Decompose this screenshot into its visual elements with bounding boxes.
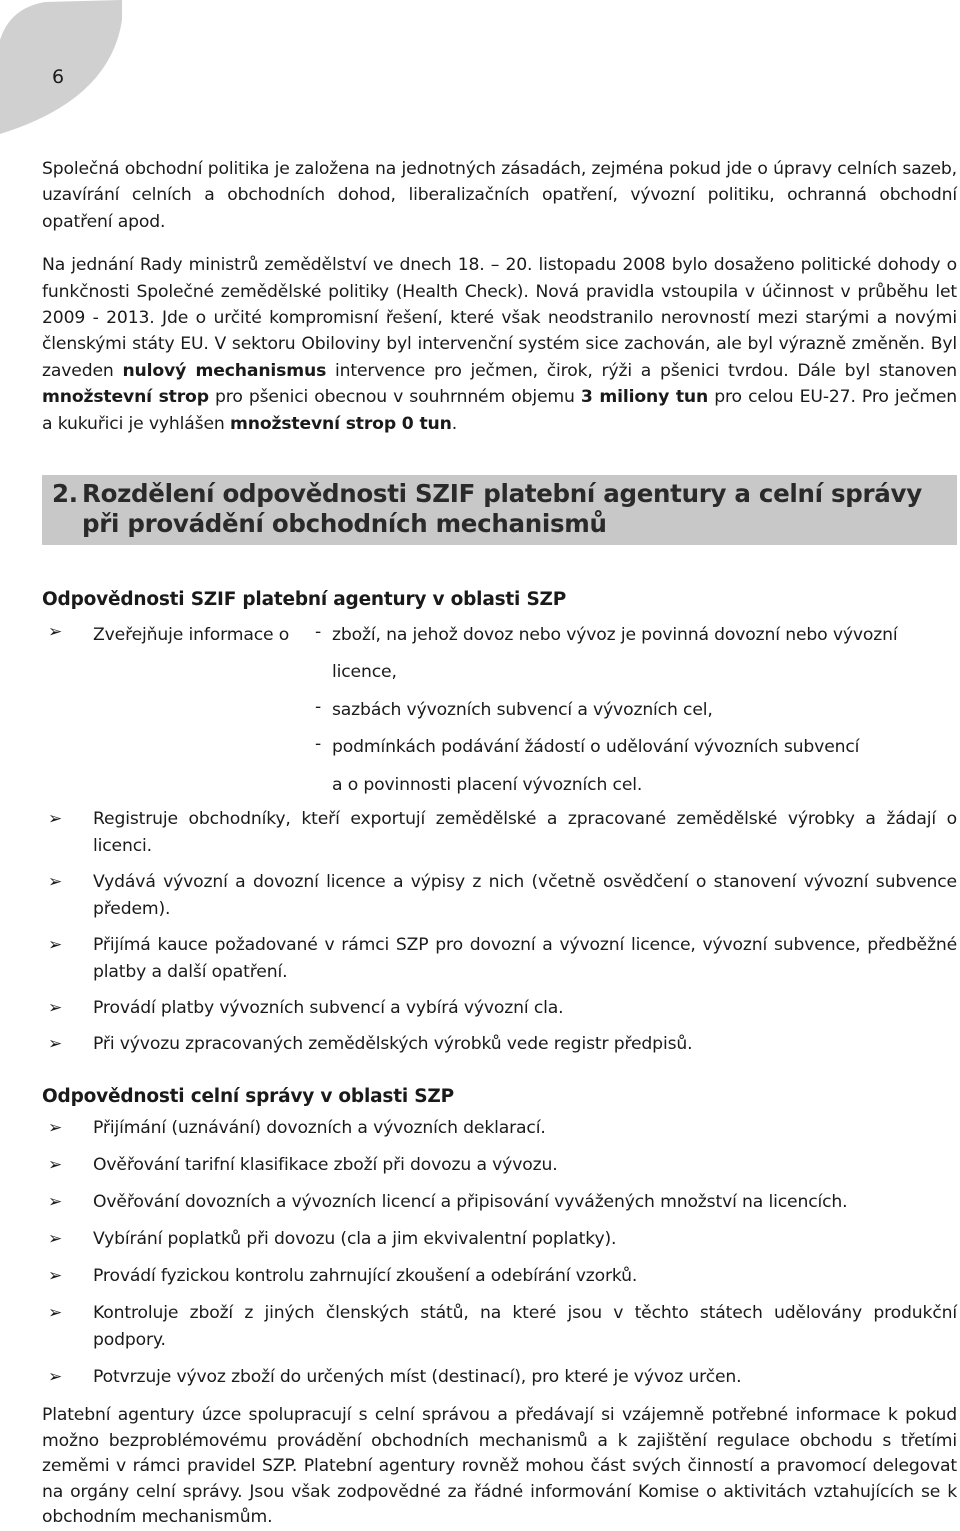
section-heading	[42, 475, 957, 545]
arrowhead-icon: ➢	[48, 1303, 63, 1324]
list-item: ➢ Při vývozu zpracovaných zemědělských výrobků vede registr předpisů.	[42, 1031, 957, 1058]
dash: -	[315, 734, 322, 755]
szif-subitem: licence,	[332, 662, 397, 683]
list-item: ➢ Kontroluje zboží z jiných členských států, na které jsou v těchto státech udělovány produkční podpory.	[42, 1300, 957, 1354]
page-content	[42, 156, 957, 1531]
arrowhead-icon: ➢	[48, 809, 63, 830]
szif-first-item	[42, 622, 957, 806]
arrowhead-icon: ➢	[48, 1034, 63, 1055]
arrowhead-icon: ➢	[48, 1367, 63, 1388]
customs-heading: Odpovědnosti celní správy v oblasti SZP	[42, 1086, 454, 1108]
list-item: ➢ Ověřování dovozních a vývozních licencí a připisování vyvážených množství na licencích.	[42, 1189, 957, 1216]
list-item: ➢ Provádí platby vývozních subvencí a vybírá vývozní cla.	[42, 995, 957, 1022]
arrowhead-icon: ➢	[48, 1229, 63, 1250]
szif-heading: Odpovědnosti SZIF platební agentury v oblasti SZP	[42, 589, 567, 611]
page-number: 6	[52, 66, 65, 88]
section-title-line-2: při provádění obchodních mechanismů	[82, 509, 607, 539]
list-item: ➢ Registruje obchodníky, kteří exportují zemědělské a zpracované zemědělské výrobky a žádají o licenci.	[42, 806, 957, 860]
intro-paragraph-2: Na jednání Rady ministrů zemědělství ve dnech 18. – 20. listopadu 2008 bylo dosaženo politické dohody o funkčnosti Společné zemědělské politiky (Health Check). Nová pravidla vstoupila v účinnost v průběhu let 2009 - 2013. Jde o určité kompromisní řešení, které však neodstranilo nerovností mezi starými a novými členskými státy EU. V sektoru Obiloviny byl intervenční systém sice zachován, ale byl výrazně změněn. Byl zaveden nulový mechanismus intervence pro ječmen, čirok, rýži a pšenici tvrdou. Dále byl stanoven množstevní strop pro pšenici obecnou v souhrnném objemu 3 miliony tun pro celou EU-27. Pro ječmen a kukuřici je vyhlášen množstevní strop 0 tun.	[42, 255, 957, 434]
intro-paragraph-1: Společná obchodní politika je založena na jednotných zásadách, zejména pokud jde o úpravy celních sazeb, uzavírání celních a obchodních dohod, liberalizačních opatření, vývozní politiku, ochranná obchodní opatření apod.	[42, 159, 957, 232]
arrowhead-icon: ➢	[48, 872, 63, 893]
list-item: ➢ Ověřování tarifní klasifikace zboží při dovozu a vývozu.	[42, 1152, 957, 1179]
customs-list	[42, 1115, 957, 1391]
arrowhead-icon: ➢	[48, 935, 63, 956]
arrowhead-icon: ➢	[48, 622, 63, 643]
list-item: ➢ Přijímání (uznávání) dovozních a vývozních deklarací.	[42, 1115, 957, 1142]
list-item: ➢ Vybírání poplatků při dovozu (cla a jim ekvivalentní poplatky).	[42, 1226, 957, 1253]
section-number: 2.	[52, 479, 78, 509]
list-item: ➢ Přijímá kauce požadované v rámci SZP pro dovozní a vývozní licence, vývozní subvence, předběžné platby a další opatření.	[42, 932, 957, 986]
list-item: ➢ Potvrzuje vývoz zboží do určených míst (destinací), pro které je vývoz určen.	[42, 1364, 957, 1391]
dash: -	[315, 697, 322, 718]
szif-subitem: podmínkách podávání žádostí o udělování vývozních subvencí	[332, 737, 860, 758]
szif-subitem: zboží, na jehož dovoz nebo vývoz je povinná dovozní nebo vývozní	[332, 625, 898, 646]
szif-first-intro: Zveřejňuje informace o	[93, 625, 290, 646]
closing-paragraph: Platební agentury úzce spolupracují s celní správou a předávají si vzájemně potřebné informace k pokud možno bezproblémovému provádění obchodních mechanismů a k zajištění regulace obchodu s třetími zeměmi v rámci pravidel SZP. Platební agentury rovněž mohou část svých činností a pravomocí delegovat na orgány celní správy. Jsou však zodpovědné za řádné informování Komise o aktivitách vztahujících se k obchodním mechanismům.	[42, 1405, 957, 1528]
list-item: ➢ Provádí fyzickou kontrolu zahrnující zkoušení a odebírání vzorků.	[42, 1263, 957, 1290]
list-item: ➢ Vydává vývozní a dovozní licence a výpisy z nich (včetně osvědčení o stanovení vývozní subvence předem).	[42, 869, 957, 923]
section-title-line-1: Rozdělení odpovědnosti SZIF platební agentury a celní správy	[82, 479, 922, 509]
dash: -	[315, 622, 322, 643]
szif-subitem: sazbách vývozních subvencí a vývozních cel,	[332, 700, 713, 721]
arrowhead-icon: ➢	[48, 998, 63, 1019]
szif-list	[42, 806, 957, 1058]
arrowhead-icon: ➢	[48, 1118, 63, 1139]
arrowhead-icon: ➢	[48, 1266, 63, 1287]
szif-subitem: a o povinnosti placení vývozních cel.	[332, 775, 643, 796]
arrowhead-icon: ➢	[48, 1155, 63, 1176]
arrowhead-icon: ➢	[48, 1192, 63, 1213]
